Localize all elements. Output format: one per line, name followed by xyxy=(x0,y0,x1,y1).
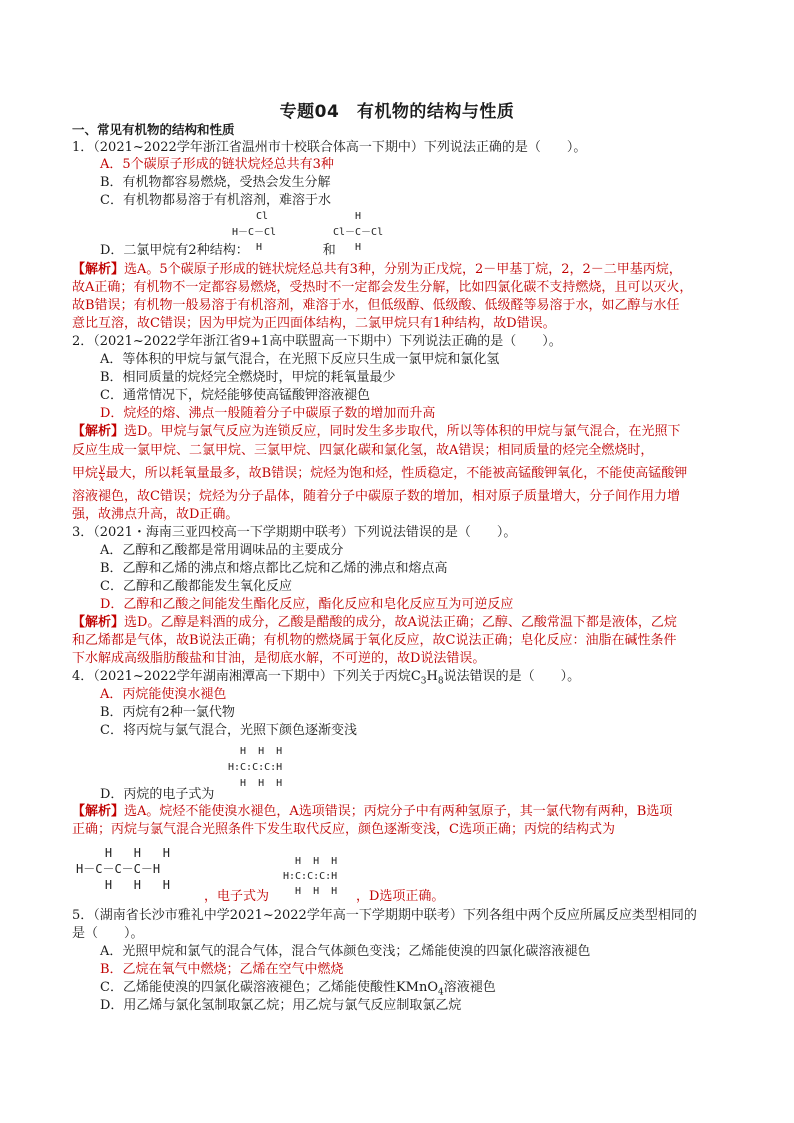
q5-option-d: D．用乙烯与氯化氢制取氯乙烷；用乙烷与氯气反应制取氯乙烷 xyxy=(100,998,462,1013)
analysis-tag: 【解析】 xyxy=(72,615,125,630)
q4-structural-formula-mid: H－C－C－C－H xyxy=(76,862,161,876)
q3-option-b: B．乙醇和乙烯的沸点和熔点都比乙烷和乙烯的沸点和熔点高 xyxy=(100,561,448,576)
q2-option-a: A．等体积的甲烷与氯气混合，在光照下反应只生成一氯甲烷和氯化氢 xyxy=(100,352,500,367)
y-over-x-fraction: $\frac{y}{x}$ xyxy=(99,463,105,484)
q5-option-b: B．乙烷在氧气中燃烧；乙烯在空气中燃烧 xyxy=(100,962,344,977)
q1-analysis-line-3: 故B错误；有机物一般易溶于有机溶剂，难溶于水，但低级醇、低级酸、低级醛等易溶于水，如乙醇与水任 xyxy=(72,298,680,313)
q4-option-c: C．将丙烷与氯气混合，光照下颜色逐渐变浅 xyxy=(100,723,357,738)
q4-option-b: B．丙烷有2种一氯代物 xyxy=(100,705,235,720)
q4-electron-formula-top: H H H xyxy=(234,746,283,757)
analysis-tag: 【解析】 xyxy=(72,804,125,819)
q1-option-c: C．有机物都易溶于有机溶剂，难溶于水 xyxy=(100,193,331,208)
q2-analysis-line-2: 反应生成一氯甲烷、二氯甲烷、三氯甲烷、四氯化碳和氯化氢，故A错误；相同质量的烃完全燃烧时， xyxy=(72,443,654,458)
q4-option-a: A．丙烷能使溴水褪色 xyxy=(100,687,227,702)
q4-analysis-electron-bot: H H H xyxy=(289,886,338,897)
q4-structural-formula-top: H H H xyxy=(76,846,170,860)
section-heading: 一、常见有机物的结构和性质 xyxy=(72,122,235,137)
q2-option-d: D．烷烃的熔、沸点一般随着分子中碳原子数的增加而升高 xyxy=(100,406,436,421)
q5-stem-line-1: 5．（湖南省长沙市雅礼中学2021~2022学年高一下学期期中联考）下列各组中两个反应所属反应类型相同的 xyxy=(72,908,697,923)
q1-option-b: B．有机物都容易燃烧，受热会发生分解 xyxy=(100,175,331,190)
page-title: 专题04 有机物的结构与性质 xyxy=(279,102,515,122)
q3-option-a: A．乙醇和乙酸都是常用调味品的主要成分 xyxy=(100,543,344,558)
q4-analysis-electron-mid: H:C:C:C:H xyxy=(283,871,338,882)
q3-analysis-line-2: 和乙烯都是气体，故B说法正确；有机物的燃烧属于氧化反应，故C说法正确；皂化反应：油脂在碱性条件 xyxy=(72,633,677,648)
q4-analysis-line-1: 【解析】选A。烷烃不能使溴水褪色，A选项错误；丙烷分子中有两种氢原子，其一氯代物有两种，B选项 xyxy=(72,804,673,819)
q1-analysis-line-4: 意比互溶，故C错误；因为甲烷为正四面体结构，二氯甲烷只有1种结构，故D错误。 xyxy=(72,316,556,331)
q1-analysis-line-2: 故A正确；有机物不一定都容易燃烧，受热时不一定都会发生分解，比如四氯化碳不支持燃烧，且可以灭火， xyxy=(72,280,693,295)
q1-struct2-bot: H xyxy=(355,242,362,253)
q2-analysis-line-1: 【解析】选D。甲烷与氯气反应为连锁反应，同时发生多步取代，所以等体积的甲烷与氯气混合，在光照下 xyxy=(72,424,681,439)
q2-analysis-line-4: 溶液褪色，故C错误；烷烃为分子晶体，随着分子中碳原子数的增加，相对原子质量增大，分子间作用力增 xyxy=(72,489,680,504)
q3-analysis-line-3: 下水解成高级脂肪酸盐和甘油，是彻底水解，不可逆的，故D说法错误。 xyxy=(72,651,486,666)
q1-stem: 1．（2021~2022学年浙江省温州市十校联合体高一下期中）下列说法正确的是（ ）。 xyxy=(72,140,587,155)
q2-analysis-line-3: 甲烷 $\frac{y}{x}$ 最大，所以耗氧量最多，故B错误；烷烃为饱和烃，性质稳定，不能被高锰酸钾氧化，不能使高锰酸钾 xyxy=(72,463,688,484)
q3-analysis-line-1: 【解析】选D。乙醇是料酒的成分，乙酸是醋酸的成分，故A说法正确；乙醇、乙酸常温下都是液体，乙烷 xyxy=(72,615,677,630)
q4-option-d: D．丙烷的电子式为 xyxy=(100,787,215,802)
q1-struct1-top: Cl xyxy=(256,211,269,222)
q4-structural-formula-bot: H H H xyxy=(76,878,170,892)
q2-option-c: C．通常情况下，烷烃能够使高锰酸钾溶液褪色 xyxy=(100,388,370,403)
q5-stem-line-2: 是（ ）。 xyxy=(72,926,144,941)
q1-and: 和 xyxy=(322,243,336,258)
q2-stem: 2．（2021~2022学年浙江省9+1高中联盟高一下期中）下列说法正确的是（ ）。 xyxy=(72,334,562,349)
q1-struct2-top: H xyxy=(355,211,362,222)
q2-analysis-line-5: 强，故沸点升高，故D正确。 xyxy=(72,507,239,522)
q1-option-a: A．5个碳原子形成的链状烷烃总共有3种 xyxy=(100,157,334,172)
q4-electron-formula-mid: H:C:C:C:H xyxy=(228,762,283,773)
analysis-tag: 【解析】 xyxy=(72,424,125,439)
q3-stem: 3．（2021・海南三亚四校高一下学期期中联考）下列说法错误的是（ ）。 xyxy=(72,525,517,540)
q4-analysis-tail-1: ，电子式为 xyxy=(204,889,270,904)
q1-option-d-text: D．二氯甲烷有2种结构： xyxy=(100,243,249,258)
q1-struct1-bot: H xyxy=(256,242,263,253)
q1-struct2-mid: Cl－C－Cl xyxy=(333,227,384,238)
q4-analysis-tail-2: ，D选项正确。 xyxy=(356,889,445,904)
q5-option-c: C．乙烯能使溴的四氯化碳溶液褪色；乙烯能使酸性KMnO$_4$溶液褪色 xyxy=(100,980,496,998)
q1-struct1-mid: H－C－Cl xyxy=(232,227,277,238)
q5-option-a: A．光照甲烷和氯气的混合气体，混合气体颜色变浅；乙烯能使溴的四氯化碳溶液褪色 xyxy=(100,944,591,959)
analysis-tag: 【解析】 xyxy=(72,262,125,277)
q2-option-b: B．相同质量的烷烃完全燃烧时，甲烷的耗氧量最少 xyxy=(100,370,396,385)
q4-analysis-electron-top: H H H xyxy=(289,856,338,867)
q4-electron-formula-bot: H H H xyxy=(234,778,283,789)
q3-option-d: D．乙醇和乙酸之间能发生酯化反应，酯化反应和皂化反应互为可逆反应 xyxy=(100,597,514,612)
q4-stem: 4．（2021~2022学年湖南湘潭高一下期中）下列关于丙烷$C_3H_8$说法错误的是（ ）。 xyxy=(72,669,581,687)
q1-analysis-line-1: 【解析】选A。5个碳原子形成的链状烷烃总共有3种，分别为正戊烷，2－甲基丁烷，2，2－二甲基丙烷， xyxy=(72,262,682,277)
q4-analysis-line-2: 正确；丙烷与氯气混合光照条件下发生取代反应，颜色逐渐变浅，C选项正确；丙烷的结构式为 xyxy=(72,822,615,837)
q3-option-c: C．乙醇和乙酸都能发生氧化反应 xyxy=(100,579,292,594)
q1-option-d xyxy=(100,242,336,259)
